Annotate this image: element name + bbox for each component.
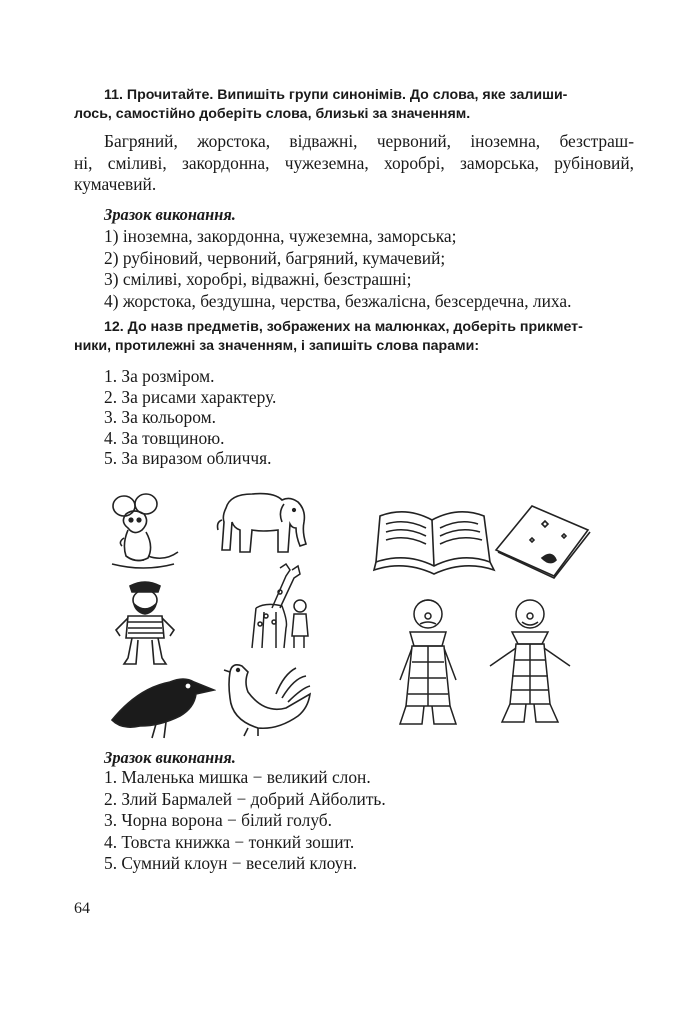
task-11-heading-line-1: 11. Прочитайте. Випишіть групи синонімів. До слова, яке залиши- xyxy=(104,87,568,103)
list-item: 3. За кольором. xyxy=(104,407,216,427)
list-item: 4. Товста книжка − тонкий зошит. xyxy=(104,831,355,852)
task-11-words-line-1: Багряний, жорстока, відважні, червоний, іноземна, безстраш- xyxy=(104,131,634,151)
list-item: 2. За рисами характеру. xyxy=(104,386,277,407)
task-11-heading xyxy=(74,86,634,124)
task-11-words-line-3: кумачевий. xyxy=(74,174,157,194)
list-item: 3. Чорна ворона − білий голуб. xyxy=(104,810,332,830)
list-item: 5. Сумний клоун − веселий клоун. xyxy=(104,853,358,873)
task-11-words-line-2: ні, сміливі, закордонна, чужеземна, хоробрі, заморська, рубіновий, xyxy=(74,152,634,173)
list-item: 1. Маленька мишка − великий слон. xyxy=(104,767,371,787)
page-number: 64 xyxy=(74,900,90,917)
list-item: 4. За товщиною. xyxy=(104,427,225,448)
sad-clown-illustration xyxy=(392,596,464,728)
list-item: 1) іноземна, закордонна, чужеземна, заморська; xyxy=(104,226,457,246)
barmaley-illustration xyxy=(108,578,182,668)
thin-notebook-illustration xyxy=(492,500,592,580)
list-item: 3) сміливі, хоробрі, відважні, безстрашні; xyxy=(104,269,412,289)
mouse-illustration xyxy=(104,492,184,574)
elephant-illustration xyxy=(212,486,312,558)
task-12-answers-list xyxy=(104,767,386,875)
task-12-heading-line-2: ники, протилежні за значенням, і запишіть слова парами: xyxy=(74,338,480,354)
list-item: 1. За розміром. xyxy=(104,366,215,386)
happy-clown-illustration xyxy=(484,596,576,726)
list-item: 4) жорстока, бездушна, черства, безжалісна, безсердечна, лиха. xyxy=(104,290,572,311)
list-item: 2. Злий Бармалей − добрий Айболить. xyxy=(104,788,386,809)
task-11-sample-list xyxy=(104,226,571,312)
thick-book-illustration xyxy=(372,496,496,576)
task-12-heading xyxy=(74,318,634,356)
task-11-sample-title: Зразок виконання. xyxy=(104,205,236,224)
task-12-criteria-list xyxy=(104,366,276,469)
task-12-sample-title: Зразок виконання. xyxy=(104,748,236,767)
aibolit-giraffe-illustration xyxy=(236,562,320,650)
task-11-heading-line-2: лось, самостійно доберіть слова, близькі за значенням. xyxy=(74,106,471,122)
task-11-words xyxy=(74,131,634,196)
task-12-heading-line-1: 12. До назв предметів, зображених на малюнках, доберіть прикмет- xyxy=(104,319,583,335)
list-item: 5. За виразом обличчя. xyxy=(104,448,272,468)
crow-illustration xyxy=(110,668,216,740)
dove-illustration xyxy=(218,658,314,738)
list-item: 2) рубіновий, червоний, багряний, кумачевий; xyxy=(104,247,446,268)
